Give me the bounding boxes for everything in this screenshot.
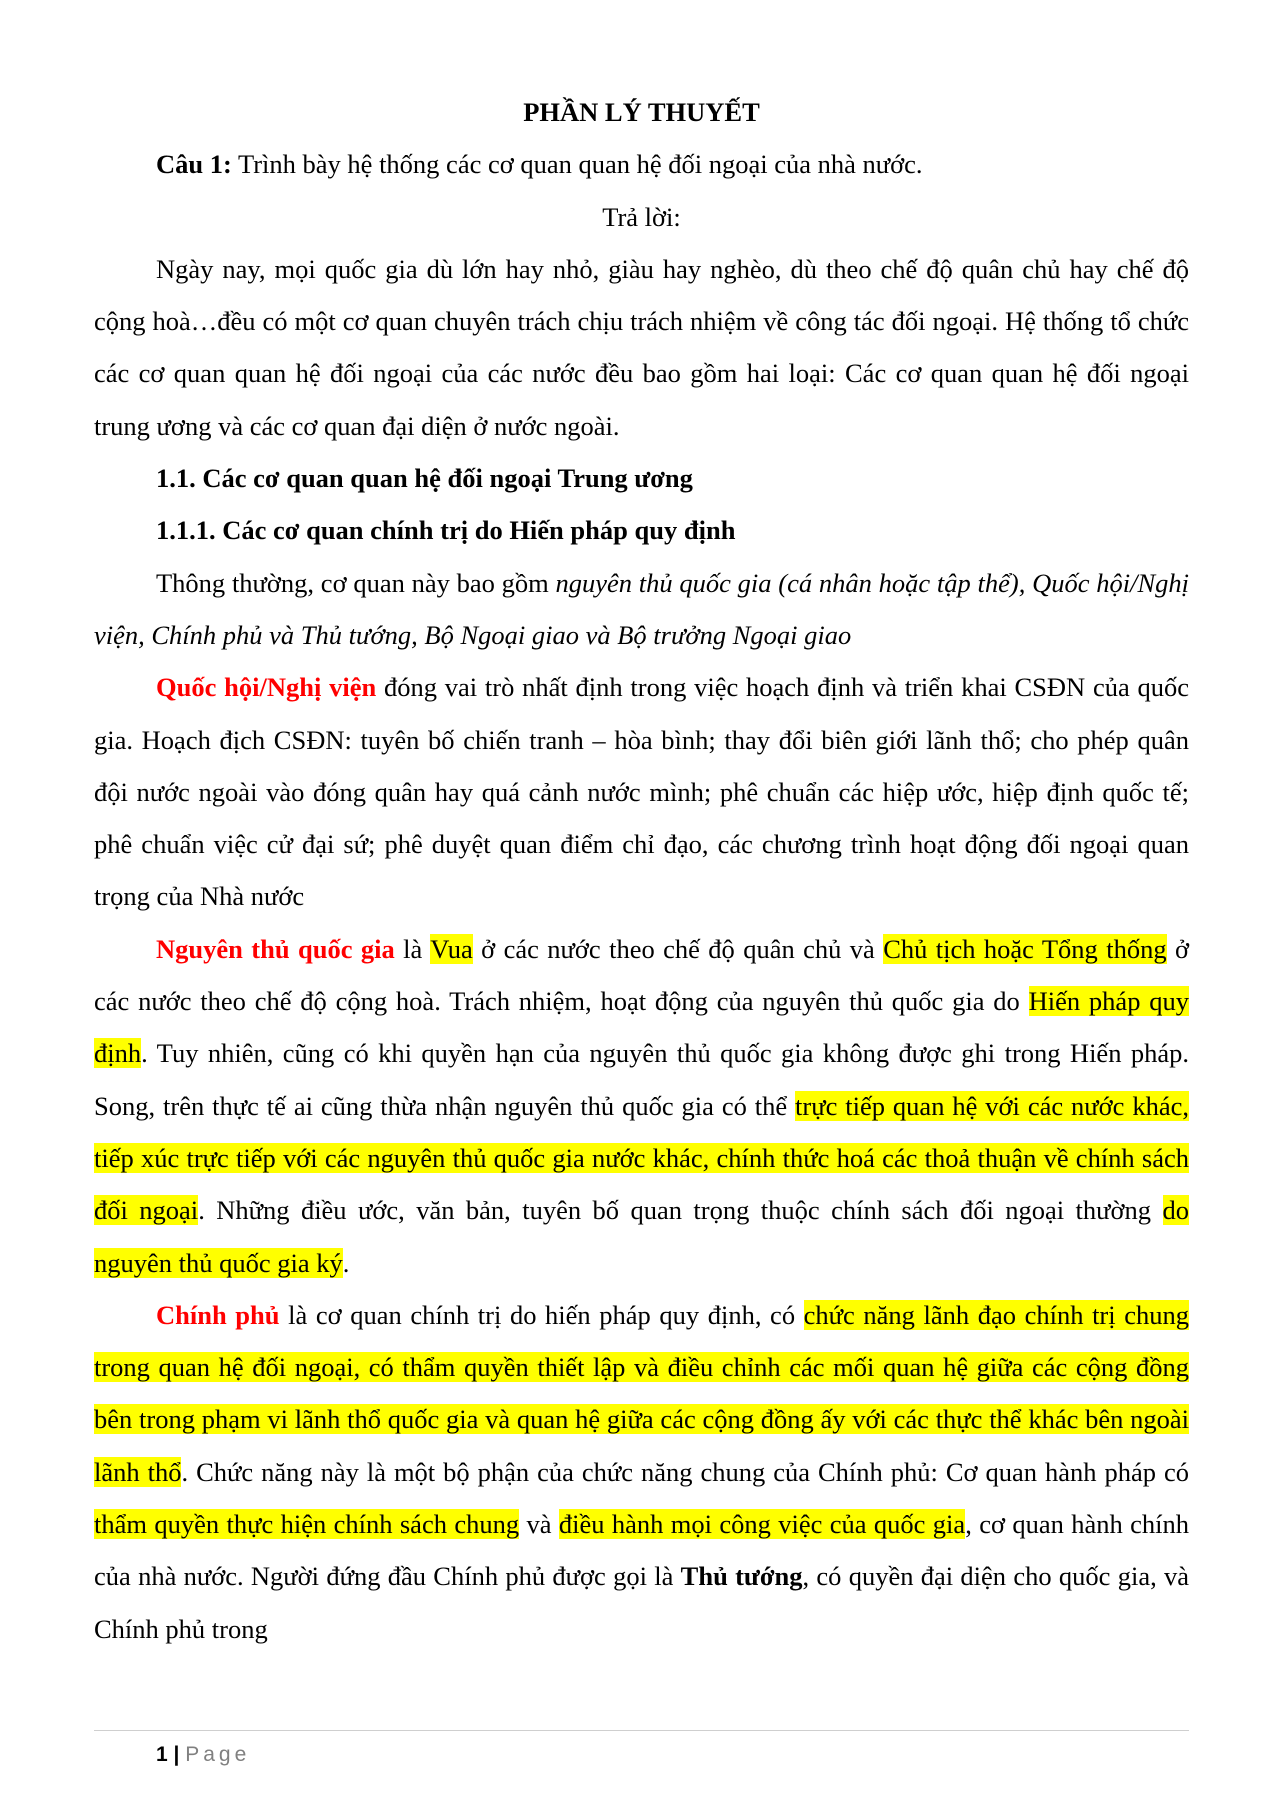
question-label: Câu 1:: [156, 149, 232, 180]
gov-highlight-1: chức năng lãnh đạo chính trị chung trong quan hệ đối ngoại, có thẩm quyền thiết lập và điều chỉnh các mối quan hệ giữa các cộng đồng bên trong phạm vi lãnh thổ quốc gia và quan hệ giữa các cộng đồng ấy với các thực thể khác bên ngoài lãnh thổ: [94, 1299, 1189, 1487]
question-paragraph: [94, 138, 1189, 190]
parliament-text: đóng vai trò nhất định trong việc hoạch định và triển khai CSĐN của quốc gia. Hoạch địch CSĐN: tuyên bố chiến tranh – hòa bình; thay đổi biên giới lãnh thổ; cho phép quân đội nước ngoài vào đóng quân hay quá cảnh nước mình; phê chuẩn các hiệp ước, hiệp định quốc tế; phê chuẩn việc cử đại sứ; phê duyệt quan điểm chỉ đạo, các chương trình hoạt động đối ngoại quan trọng của Nhà nước: [94, 672, 1189, 912]
page-word: Page: [185, 1743, 251, 1766]
prime-minister-term: Thủ tướng: [680, 1561, 803, 1592]
hos-text-2: ở các nước theo chế độ quân chủ và: [472, 933, 884, 964]
usual-text: Thông thường, cơ quan này bao gồm: [156, 567, 556, 598]
hos-text-5: . Những điều ước, văn bản, tuyên bố quan trọng thuộc chính sách đối ngoại thường: [198, 1195, 1163, 1226]
hos-highlight-5: do nguyên thủ quốc gia ký: [94, 1195, 1189, 1278]
parliament-paragraph: [94, 661, 1189, 922]
section-heading-1-1-1: 1.1.1. Các cơ quan chính trị do Hiến pháp quy định: [156, 515, 736, 546]
document-title: PHẦN LÝ THUYẾT: [523, 97, 760, 127]
hos-highlight-3: Hiến pháp quy định: [94, 986, 1189, 1069]
intro-paragraph: Ngày nay, mọi quốc gia dù lớn hay nhỏ, giàu hay nghèo, dù theo chế độ quân chủ hay chế độ cộng hoà…đều có một cơ quan chuyên trách chịu trách nhiệm về công tác đối ngoại. Hệ thống tổ chức các cơ quan quan hệ đối ngoại của các nước đều bao gồm hai loại: Các cơ quan quan hệ đối ngoại trung ương và các cơ quan đại diện ở nước ngoài.: [94, 253, 1189, 441]
section-heading-1-1: 1.1. Các cơ quan quan hệ đối ngoại Trung ương: [156, 463, 693, 494]
answer-label: Trả lời:: [602, 201, 681, 232]
hos-text-6: .: [342, 1247, 350, 1278]
gov-text-2: . Chức năng này là một bộ phận của chức năng chung của Chính phủ: Cơ quan hành pháp có: [181, 1456, 1189, 1487]
government-paragraph: [94, 1289, 1189, 1655]
usual-organs-paragraph: [94, 557, 1189, 662]
head-of-state-paragraph: [94, 923, 1189, 1289]
government-term: Chính phủ: [156, 1299, 280, 1330]
question-text: Trình bày hệ thống các cơ quan quan hệ đối ngoại của nhà nước.: [231, 149, 923, 180]
page-separator: |: [167, 1743, 186, 1766]
head-of-state-term: Nguyên thủ quốc gia: [156, 933, 395, 964]
page-footer: [94, 1730, 1189, 1780]
hos-highlight-1: Vua: [430, 933, 473, 964]
gov-text-4: , cơ quan hành chính của nhà nước. Người đứng đầu Chính phủ được gọi là: [94, 1509, 1189, 1592]
gov-text-3: và: [519, 1509, 559, 1540]
document-page: [94, 86, 1189, 1655]
page-indicator: [156, 1742, 250, 1768]
hos-highlight-4: trực tiếp quan hệ với các nước khác, tiếp xúc trực tiếp với các nguyên thủ quốc gia nước khác, chính thức hoá các thoả thuận về chính sách đối ngoại: [94, 1090, 1189, 1226]
footer-divider: [94, 1730, 1189, 1731]
usual-organs-list: nguyên thủ quốc gia (cá nhân hoặc tập thể), Quốc hội/Nghị viện, Chính phủ và Thủ tướng, Bộ Ngoại giao và Bộ trưởng Ngoại giao: [94, 567, 1189, 650]
parliament-term: Quốc hội/Nghị viện: [156, 672, 377, 703]
gov-highlight-2: thẩm quyền thực hiện chính sách chung: [94, 1509, 520, 1540]
gov-text-1: là cơ quan chính trị do hiến pháp quy định, có: [279, 1299, 804, 1330]
hos-text-3: ở các nước theo chế độ cộng hoà. Trách nhiệm, hoạt động của nguyên thủ quốc gia do: [94, 933, 1190, 1017]
gov-highlight-3: điều hành mọi công việc của quốc gia: [558, 1509, 966, 1540]
gov-text-5: , có quyền đại diện cho quốc gia, và Chính phủ trong: [94, 1561, 1190, 1644]
hos-text-1: là: [394, 933, 431, 964]
page-number: 1: [156, 1743, 168, 1766]
hos-highlight-2: Chủ tịch hoặc Tổng thống: [883, 933, 1167, 964]
hos-text-4: . Tuy nhiên, cũng có khi quyền hạn của nguyên thủ quốc gia không được ghi trong Hiến pháp. Song, trên thực tế ai cũng thừa nhận nguyên thủ quốc gia có thể: [94, 1038, 1189, 1121]
